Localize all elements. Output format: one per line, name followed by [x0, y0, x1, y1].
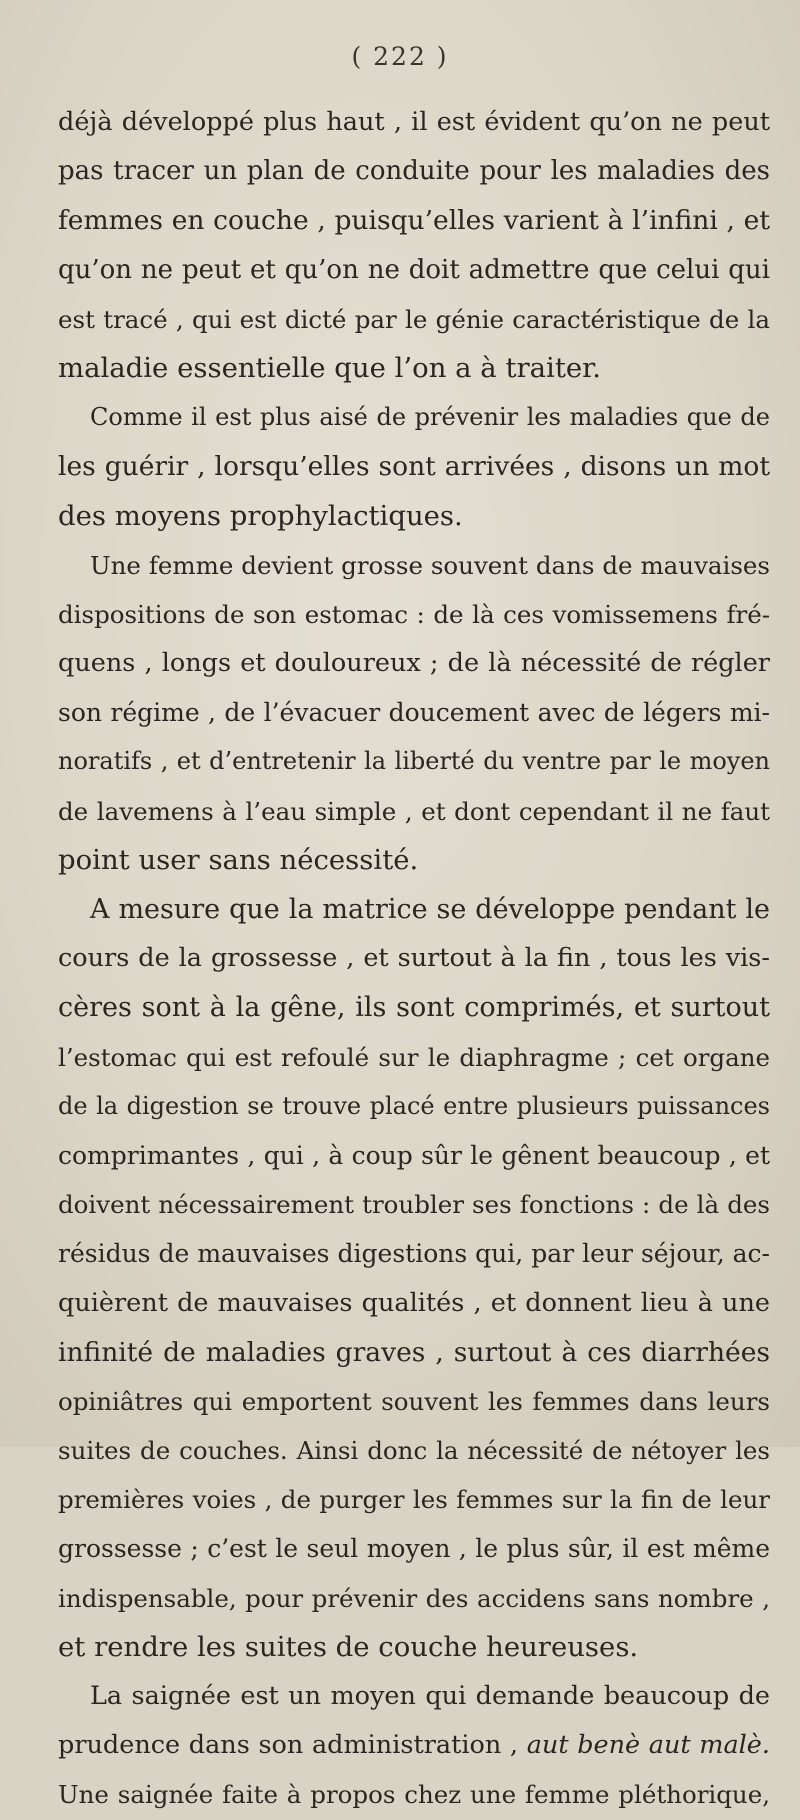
paragraph-start: A mesure que la matrice se développe pendant le — [90, 894, 770, 925]
text-line: infinité de maladies graves , surtout à ces diarrhées — [58, 1336, 770, 1368]
text-line: premières voies , de purger les femmes sur la fin de leur — [58, 1485, 770, 1515]
text-line: résidus de mauvaises digestions qui, par leur séjour, ac- — [58, 1239, 770, 1269]
text-line: maladie essentielle que l’on a à traiter. — [58, 351, 602, 384]
text-line: des moyens prophylactiques. — [58, 499, 463, 532]
text-line: est tracé , qui est dicté par le génie caractéristique de la — [58, 304, 770, 334]
text-line: déjà développé plus haut , il est évident qu’on ne peut — [58, 107, 770, 137]
text-line: l’estomac qui est refoulé sur le diaphragme ; cet organe — [58, 1042, 770, 1072]
text-line: cères sont à la gêne, ils sont comprimés, et surtout — [58, 992, 770, 1024]
text-line: doivent nécessairement troubler ses fonctions : de là des — [58, 1190, 770, 1220]
text-line: de lavemens à l’eau simple , et dont cependant il ne faut — [58, 796, 770, 826]
text-line-with-latin — [58, 1721, 770, 1770]
body-text — [58, 98, 770, 1820]
text-line: qu’on ne peut et qu’on ne doit admettre que celui qui — [58, 254, 770, 285]
text-line: point user sans nécessité. — [58, 843, 419, 876]
text-line: opiniâtres qui emportent souvent les femmes dans leurs — [58, 1386, 770, 1416]
text-line: comprimantes , qui , à coup sûr le gênent beaucoup , et — [58, 1140, 770, 1170]
text-line: suites de couches. Ainsi donc la nécessité de nétoyer les — [58, 1436, 770, 1466]
text-line: grossesse ; c’est le seul moyen , le plus sûr, il est même — [58, 1534, 770, 1564]
text-line: cours de la grossesse , et surtout à la fin , tous les vis- — [58, 943, 770, 974]
text-line: dispositions de son estomac : de là ces vomissemens fré- — [58, 599, 770, 629]
text-line: les guérir , lorsqu’elles sont arrivées , disons un mot — [58, 451, 770, 483]
text-line: noratifs , et d’entretenir la liberté du ventre par le moyen — [58, 747, 770, 776]
paragraph-start: La saignée est un moyen qui demande beaucoup de — [90, 1681, 770, 1711]
text-line: Une saignée faite à propos chez une femme pléthorique, — [58, 1780, 770, 1810]
latin-phrase: aut benè aut malè. — [526, 1730, 771, 1761]
text-line: femmes en couche , puisqu’elles varient à l’infini , et — [58, 205, 770, 237]
text-line: et rendre les suites de couche heureuses. — [58, 1630, 639, 1663]
text-line: indispensable, pour prévenir des accidens sans nombre , — [58, 1583, 770, 1613]
page-number: ( 222 ) — [351, 42, 449, 71]
text-line: quens , longs et douloureux ; de là nécessité de régler — [58, 648, 770, 679]
text-line: son régime , de l’évacuer doucement avec de légers mi- — [58, 698, 770, 728]
paragraph-start: Comme il est plus aisé de prévenir les maladies que de — [90, 403, 770, 432]
text-line: de la digestion se trouve placé entre plusieurs puissances — [58, 1091, 770, 1120]
paragraph-start: Une femme devient grosse souvent dans de mauvaises — [90, 550, 770, 580]
text-line: pas tracer un plan de conduite pour les maladies des — [58, 156, 770, 187]
text-line: quièrent de mauvaises qualités , et donnent lieu à une — [58, 1287, 770, 1318]
text-segment: prudence dans son administration , — [58, 1730, 519, 1761]
